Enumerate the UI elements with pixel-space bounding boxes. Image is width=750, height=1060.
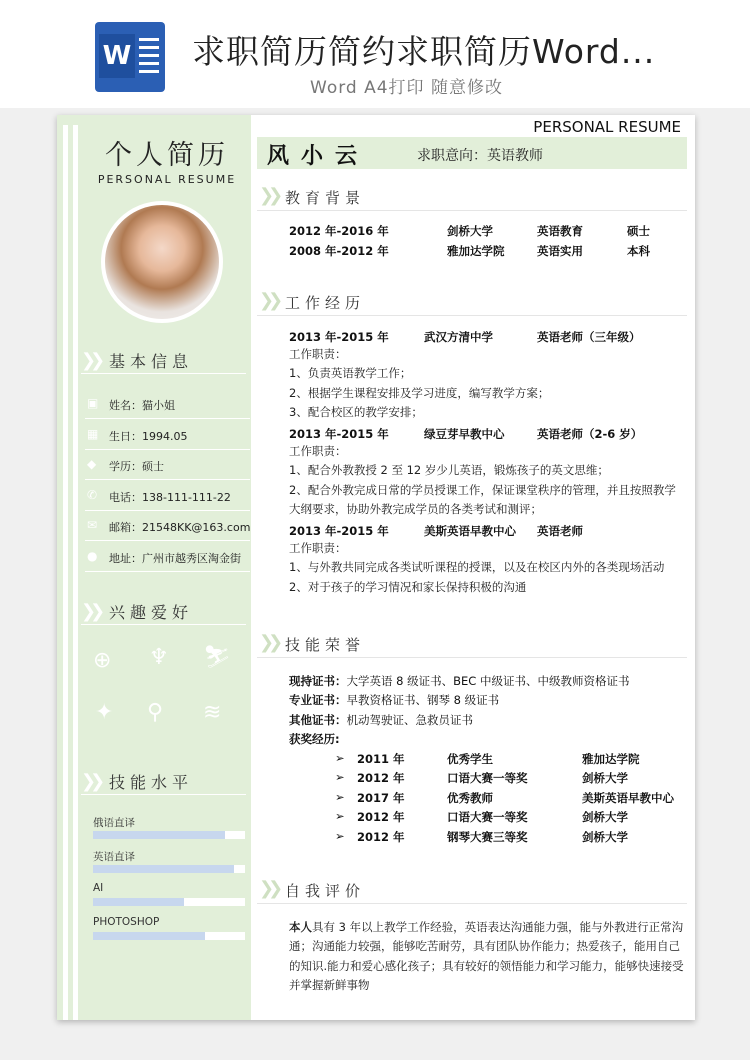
info-text: 邮箱：21548KK@163.com [109, 521, 251, 534]
award-cell: 剑桥大学 [582, 810, 628, 825]
self-eval-header: ❯❯ 自我评价 [257, 880, 687, 904]
name-bar [257, 137, 687, 169]
skills-honors-header: ❯❯ 技能荣誉 [257, 634, 687, 658]
education-cell: 剑桥大学 [447, 224, 493, 238]
work-duty-line: 2、对于孩子的学习情况和家长保持积极的沟通 [289, 579, 527, 594]
self-eval-lead: 本人 [289, 920, 312, 934]
skill-name: 英语直译 [93, 850, 135, 863]
self-evaluation [289, 918, 684, 996]
award-cell: 雅加达学院 [582, 752, 640, 766]
info-row [85, 389, 250, 419]
info-text: 学历：硕士 [109, 460, 164, 473]
certificate-text: 早教资格证书、钢琴 8 级证书 [346, 693, 500, 708]
bullet-arrow-icon: ➢ [335, 751, 345, 765]
chevron-icon: ❯❯ [259, 632, 278, 653]
education-cell: 硕士 [627, 224, 650, 238]
skill-bar-fill [93, 865, 234, 873]
chevron-icon: ❯❯ [81, 601, 100, 622]
work-duty-line: 1、与外教共同完成各类试听课程的授课，以及在校区内外的各类现场活动 [289, 560, 665, 575]
bullet-arrow-icon: ➢ [335, 828, 345, 843]
awards-label: 获奖经历: [289, 732, 340, 746]
info-text: 地址：广州市越秀区淘金街 [109, 551, 241, 565]
mail-icon: ✉ [87, 518, 98, 532]
info-row [85, 420, 250, 450]
work-head-cell: 英语老师（2-6 岁） [537, 427, 643, 441]
info-row [85, 481, 250, 511]
skill-bar [93, 898, 245, 906]
award-cell: 2012 年 [357, 829, 405, 844]
candidate-name: 风小云 [267, 144, 370, 169]
job-intent: 求职意向：英语教师 [417, 148, 543, 164]
info-text: 电话：138-111-111-22 [109, 490, 231, 504]
hobby-header: ❯❯ 兴趣爱好 [81, 599, 246, 625]
education-cell: 本科 [627, 244, 650, 258]
award-cell: 2017 年 [357, 790, 405, 805]
skiing-icon: ⛷ [203, 645, 231, 670]
award-cell: 2012 年 [357, 771, 405, 786]
skill-bar [93, 932, 245, 940]
award-cell: 优秀学生 [447, 752, 493, 766]
work-duty-line: 工作职责： [289, 443, 347, 458]
certificate-text: 大学英语 8 级证书、BEC 中级证书、中级教师资格证书 [346, 674, 630, 688]
graduation-cap-icon: ◆ [87, 457, 97, 471]
info-row [85, 542, 250, 572]
basketball-icon: ⊕ [93, 648, 112, 673]
self-eval-text: 具有 3 年以上教学工作经验，英语表达沟通能力强，能与外教进行正常沟通；沟通能力较强，能够吃苦耐劳，具有团队协作能力；热爱孩子，能用自己的知识.能力和爱心感化孩子；具有较好的领悟能力和学习能力，能够快速接受并掌握新鲜事物 [289, 920, 684, 993]
dance-icon: ✦ [95, 700, 114, 725]
word-icon-letter: W [99, 34, 135, 78]
award-cell: 优秀教师 [447, 790, 493, 805]
award-cell: 口语大赛一等奖 [447, 810, 528, 825]
work-header: ❯❯ 工作经历 [257, 292, 687, 316]
swimming-icon: ≋ [203, 700, 222, 725]
work-duty-line: 工作职责： [289, 540, 347, 555]
work-duty-line: 2、配合外教完成日常的学员授课工作，保证课堂秩序的管理，并且按照教学大纲要求，协助外教完成学员的各类考试和测评； [289, 482, 676, 517]
work-duty-line: 2、根据学生课程安排及学习进度，编写教学方案； [289, 385, 550, 400]
cycling-icon: ⚲ [147, 700, 164, 725]
work-duty-line: 3、配合校区的教学安排； [289, 405, 423, 420]
award-cell: 钢琴大赛三等奖 [447, 829, 528, 844]
education-header: ❯❯ 教育背景 [257, 187, 687, 211]
certificate-label: 其他证书： [289, 712, 347, 727]
bullet-arrow-icon: ➢ [335, 770, 345, 785]
calendar-icon: ▦ [87, 426, 99, 441]
award-cell: 美斯英语早教中心 [582, 790, 674, 805]
work-head-cell: 2013 年-2015 年 [289, 427, 389, 441]
award-cell: 口语大赛一等奖 [447, 771, 528, 786]
badminton-icon: ♆ [149, 645, 169, 670]
work-head-cell: 英语老师（三年级） [537, 330, 641, 344]
education-cell: 英语实用 [537, 244, 583, 258]
skill-bar [93, 831, 245, 839]
chevron-icon: ❯❯ [81, 771, 100, 792]
education-cell: 雅加达学院 [447, 244, 505, 258]
education-cell: 英语教育 [537, 224, 583, 238]
location-pin-icon: ● [87, 548, 98, 563]
certificate-row [289, 712, 473, 728]
document-subtitle: Word A4打印 随意修改 [310, 78, 503, 98]
skill-bar-fill [93, 831, 225, 839]
skill-name: AI [93, 882, 104, 894]
certificate-text: 机动驾驶证、急救员证书 [346, 712, 473, 727]
work-head-cell: 美斯英语早教中心 [424, 524, 516, 538]
basic-info-header: ❯❯ 基本信息 [81, 348, 246, 374]
resume-subtitle: PERSONAL RESUME [97, 173, 237, 186]
education-cell: 2012 年-2016 年 [289, 224, 389, 238]
word-icon [95, 22, 165, 92]
phone-icon: ✆ [87, 487, 98, 502]
work-duty-line: 1、负责英语教学工作； [289, 366, 412, 381]
profile-photo [101, 201, 223, 323]
work-head-cell: 武汉方清中学 [424, 330, 493, 344]
certificate-row [289, 692, 499, 708]
skill-bar-fill [93, 932, 205, 940]
info-row [85, 450, 250, 480]
resume-page [57, 115, 695, 1020]
person-card-icon: ▣ [87, 396, 99, 410]
bullet-arrow-icon: ➢ [335, 789, 345, 804]
work-duty-line: 工作职责： [289, 346, 347, 361]
award-cell: 剑桥大学 [582, 829, 628, 844]
chevron-icon: ❯❯ [259, 290, 278, 311]
skill-bar-fill [93, 898, 184, 906]
resume-title: 个人简历 [105, 140, 229, 171]
award-cell: 2012 年 [357, 810, 405, 825]
skill-name: 俄语直译 [93, 817, 135, 829]
work-head-cell: 2013 年-2015 年 [289, 524, 389, 538]
skill-name: PHOTOSHOP [93, 915, 160, 928]
skill-bar [93, 865, 245, 873]
work-duty-line: 1、配合外教教授 2 至 12 岁少儿英语，锻炼孩子的英文思维； [289, 463, 609, 478]
info-text: 姓名：猫小姐 [109, 399, 175, 412]
work-head-cell: 绿豆芽早教中心 [424, 427, 505, 441]
info-row [85, 511, 250, 541]
document-title: 求职简历简约求职简历Word... [192, 32, 656, 71]
certificate-label: 现持证书： [289, 674, 347, 688]
award-cell: 2011 年 [357, 752, 405, 766]
chevron-icon: ❯❯ [259, 185, 278, 206]
personal-resume-label: PERSONAL RESUME [533, 118, 681, 136]
work-head-cell: 2013 年-2015 年 [289, 330, 389, 344]
certificate-label: 专业证书： [289, 693, 347, 708]
info-text: 生日：1994.05 [109, 429, 188, 443]
bullet-arrow-icon: ➢ [335, 809, 345, 824]
skill-level-header: ❯❯ 技能水平 [81, 769, 246, 795]
main-content [257, 115, 695, 1020]
work-head-cell: 英语老师 [537, 524, 583, 538]
chevron-icon: ❯❯ [81, 350, 100, 371]
certificate-row [289, 673, 629, 689]
education-cell: 2008 年-2012 年 [289, 244, 389, 258]
award-cell: 剑桥大学 [582, 771, 628, 786]
preview-header [0, 0, 750, 108]
chevron-icon: ❯❯ [259, 878, 278, 899]
